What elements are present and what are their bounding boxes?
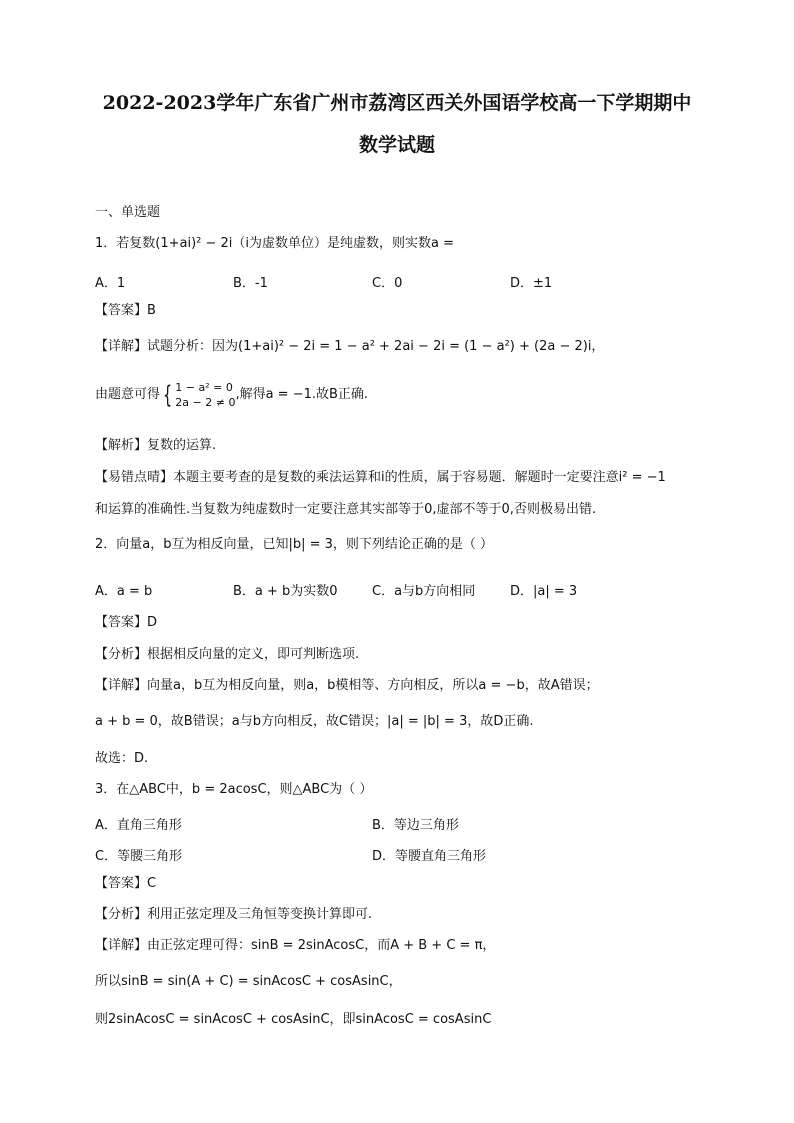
q1-answer: 【答案】B (95, 303, 156, 318)
q2-analysis: 【分析】根据相反向量的定义，即可判断选项. (95, 647, 360, 662)
section-heading: 一、单选题 (95, 205, 161, 220)
q3-stem: 3．在△ABC中，b = 2acosC，则△ABC为（ ） (95, 782, 373, 797)
document-title-line1: 2022-2023学年广东省广州市荔湾区西关外国语学校高一下学期期中 (102, 92, 692, 114)
q3-detail-line1: 【详解】由正弦定理可得：sinB = 2sinAcosC，而A + B + C = π， (95, 938, 496, 953)
q2-detail-line1: 【详解】向量a，b互为相反向量，则a，b模相等、方向相反，所以a = −b，故A错误； (95, 678, 599, 693)
q3-option-b: B．等边三角形 (372, 818, 459, 833)
q1-stem: 1．若复数(1+ai)² − 2i（i为虚数单位）是纯虚数，则实数a = (95, 236, 455, 251)
document-title-line2: 数学试题 (358, 134, 435, 156)
q2-answer: 【答案】D (95, 615, 158, 630)
q1-option-a: A．1 (95, 276, 126, 291)
equation-system (175, 380, 235, 410)
q3-option-a: A．直角三角形 (95, 818, 182, 833)
q3-answer: 【答案】C (95, 876, 157, 891)
q2-stem: 2．向量a，b互为相反向量，已知|b| = 3，则下列结论正确的是（ ） (95, 537, 494, 552)
q3-detail-line3: 则2sinAcosC = sinAcosC + cosAsinC，即sinAcosC = cosAsinC (95, 1012, 492, 1027)
q1-condition-suffix: ,解得a = −1.故B正确. (235, 387, 369, 402)
q2-conclusion: 故选：D. (95, 751, 149, 766)
q2-detail-line2: a + b = 0，故B错误；a与b方向相反，故C错误；|a| = |b| = 3，故D正确. (95, 714, 534, 729)
q1-condition-prefix: 由题意可得 (95, 387, 161, 402)
q2-option-c: C．a与b方向相同 (372, 584, 476, 599)
q1-condition-eq2: 2a − 2 ≠ 0 (175, 396, 236, 409)
brace-symbol: { (163, 381, 173, 409)
q1-option-c: C．0 (372, 276, 403, 291)
q1-condition-eq1: 1 − a² = 0 (175, 381, 233, 394)
q3-option-c: C．等腰三角形 (95, 849, 183, 864)
q1-option-b: B．-1 (233, 276, 268, 291)
q2-option-d: D．|a| = 3 (510, 584, 578, 599)
q3-detail-line2: 所以sinB = sin(A + C) = sinAcosC + cosAsinC， (95, 974, 402, 989)
q1-analysis: 【解析】复数的运算. (95, 438, 217, 453)
q1-detail: 【详解】试题分析：因为(1+ai)² − 2i = 1 − a² + 2ai − 2i = (1 − a²) + (2a − 2)i， (95, 339, 605, 354)
q3-analysis: 【分析】利用正弦定理及三角恒等变换计算即可. (95, 907, 373, 922)
q2-option-b: B．a + b为实数0 (233, 584, 338, 599)
q1-tip-line1: 【易错点晴】本题主要考查的是复数的乘法运算和i的性质，属于容易题．解题时一定要注意i² = −1 (95, 470, 666, 485)
q2-option-a: A．a = b (95, 584, 153, 599)
q3-option-d: D．等腰直角三角形 (372, 849, 487, 864)
q1-option-d: D．±1 (510, 276, 553, 291)
q1-tip-line2: 和运算的准确性.当复数为纯虚数时一定要注意其实部等于0,虚部不等于0,否则极易出错. (95, 502, 597, 517)
q1-condition (95, 380, 368, 410)
